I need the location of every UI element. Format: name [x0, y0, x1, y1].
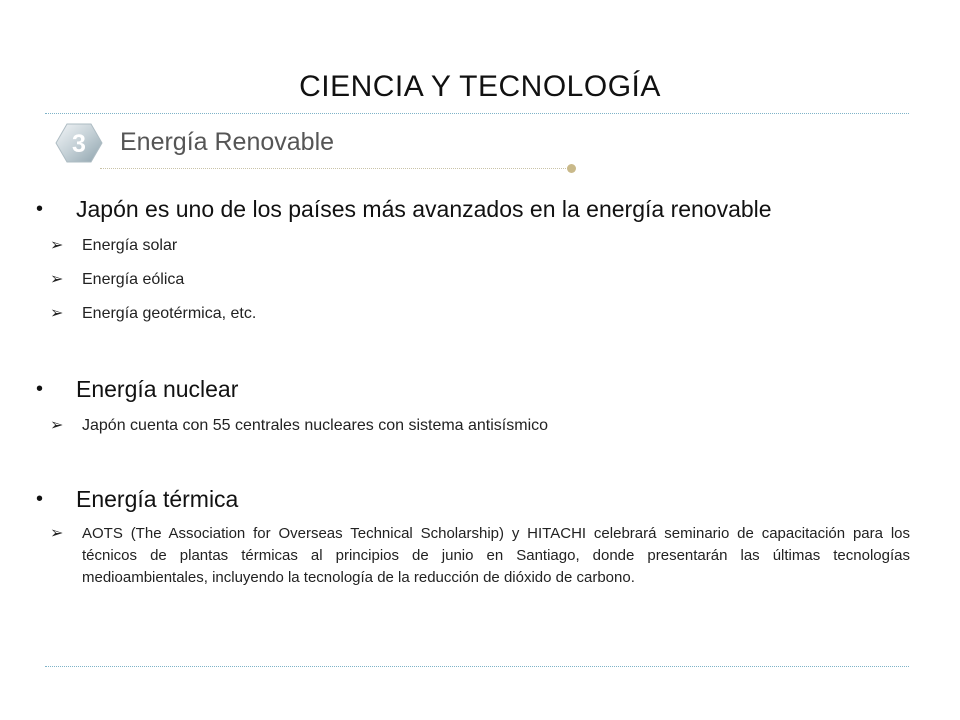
slide-title: CIENCIA Y TECNOLOGÍA: [299, 70, 661, 103]
hexagon-badge-icon: [55, 122, 103, 164]
arrow-bullet-icon: ➢: [50, 305, 64, 322]
bullet-item: [36, 373, 916, 405]
arrow-bullet-icon: ➢: [50, 237, 64, 254]
sub-item: [36, 409, 916, 443]
sub-item-text: Energía solar: [82, 237, 178, 254]
top-divider: [45, 113, 909, 114]
arrow-bullet-icon: ➢: [50, 271, 64, 288]
sub-item: [36, 229, 916, 263]
underline-end-dot: [567, 164, 576, 173]
bullet-group: [36, 373, 916, 443]
bullet-dot-icon: •: [36, 198, 44, 220]
sub-item-text: AOTS (The Association for Overseas Technical Scholarship) y HITACHI celebrará seminario de capacitación para los técnicos de plantas térmicas al principios de junio en Santiago, donde presentarán las últimas tecnologías medioambientales, incluyendo la tecnología de la reducción de dióxido de carbono.: [82, 525, 910, 586]
arrow-bullet-icon: ➢: [50, 417, 64, 434]
bullet-dot-icon: •: [36, 488, 44, 510]
sub-item: [36, 263, 916, 297]
sub-list: [36, 409, 916, 443]
section-title: Energía Renovable: [120, 128, 335, 156]
sub-item: [36, 297, 916, 331]
bullet-text: Japón es uno de los países más avanzados en la energía renovable: [76, 196, 772, 222]
bullet-text: Energía nuclear: [76, 376, 239, 402]
bullet-dot-icon: •: [36, 378, 44, 400]
sub-item-text: Energía geotérmica, etc.: [82, 305, 257, 322]
bullet-content: [36, 193, 916, 589]
bullet-group: [36, 483, 916, 589]
sub-item: [36, 523, 916, 589]
section-underline: [100, 168, 568, 169]
bullet-text: Energía térmica: [76, 486, 239, 512]
sub-item-text: Japón cuenta con 55 centrales nucleares con sistema antisísmico: [82, 417, 549, 434]
bullet-group: [36, 193, 916, 331]
bullet-item: [36, 193, 916, 225]
arrow-bullet-icon: ➢: [50, 525, 64, 542]
bullet-item: [36, 483, 916, 515]
hexagon-badge-graphic: [55, 122, 103, 164]
sub-item-text: Energía eólica: [82, 271, 185, 288]
sub-list: [36, 229, 916, 331]
bottom-divider: [45, 666, 909, 667]
sub-list: [36, 523, 916, 589]
section-number: 3: [72, 130, 86, 158]
